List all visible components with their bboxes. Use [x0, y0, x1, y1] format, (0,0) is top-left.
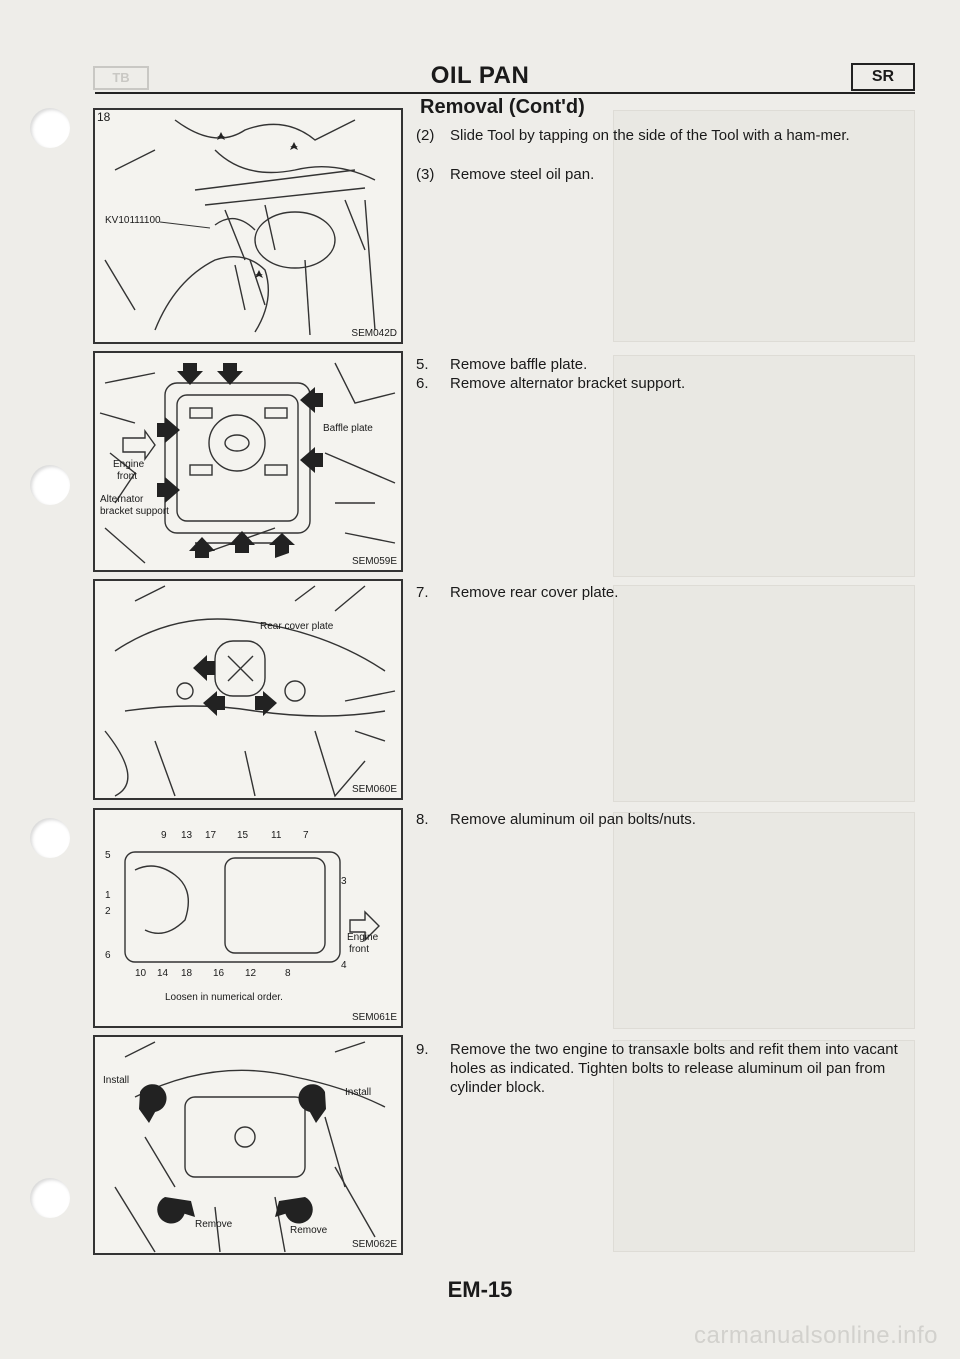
bolt-number: 14	[157, 968, 169, 979]
step-item	[416, 583, 916, 602]
bolt-number: 1	[105, 890, 111, 901]
bolt-number: 17	[205, 830, 217, 841]
bleed-through-panel	[613, 812, 915, 1029]
step-text: Remove aluminum oil pan bolts/nuts.	[450, 811, 696, 828]
step-number: 6.	[416, 375, 429, 392]
figure-code: SEM042D	[351, 328, 397, 339]
step-item	[416, 355, 916, 374]
page-number: EM-15	[447, 1277, 513, 1302]
step-text: Remove rear cover plate.	[450, 584, 619, 601]
step-item	[416, 810, 916, 829]
page-title: OIL PAN	[430, 62, 530, 89]
step-text: Slide Tool by tapping on the side of the Tool with a ham-mer.	[450, 127, 850, 144]
bolt-number: 13	[181, 830, 193, 841]
install-label-left: Install	[103, 1075, 130, 1086]
step-item	[416, 374, 916, 393]
loosen-order-note: Loosen in numerical order.	[165, 992, 283, 1003]
bracket-support-label: bracket support	[100, 506, 169, 517]
alternator-label: Alternator	[100, 494, 144, 505]
remove-label-left: Remove	[195, 1219, 233, 1230]
remove-label-right: Remove	[290, 1225, 328, 1236]
bolt-number: 3	[341, 876, 347, 887]
binder-hole	[30, 108, 70, 148]
binder-hole	[30, 465, 70, 505]
section-title: Removal (Cont'd)	[420, 96, 585, 118]
header-divider	[95, 92, 915, 94]
watermark: carmanualsonline.info	[694, 1322, 938, 1349]
bolt-number: 10	[135, 968, 147, 979]
install-remove-illustration	[95, 1037, 401, 1253]
step-text: Remove steel oil pan.	[450, 166, 595, 183]
bolt-number: 2	[105, 906, 111, 917]
figure-bolt-order	[93, 808, 403, 1028]
step-number: 8.	[416, 811, 429, 828]
section-badge-left: TB	[93, 66, 149, 90]
bolt-number: 4	[341, 960, 347, 971]
step-number: 5.	[416, 356, 429, 373]
step-item	[416, 126, 916, 145]
binder-hole	[30, 1178, 70, 1218]
baffle-plate-label: Baffle plate	[323, 423, 373, 434]
step-text: Remove alternator bracket support.	[450, 375, 686, 392]
figure-tool-tapping	[93, 108, 403, 344]
figure-code: SEM059E	[351, 556, 397, 567]
step-item	[416, 1040, 916, 1097]
step-text: Remove baffle plate.	[450, 356, 588, 373]
bolt-number: 6	[105, 950, 111, 961]
bolt-number: 16	[213, 968, 225, 979]
tool-number-label: KV10111100	[105, 215, 161, 226]
figure-baffle-plate	[93, 351, 403, 572]
bolt-number: 7	[303, 830, 309, 841]
step-number: 9.	[416, 1041, 429, 1058]
rear-cover-plate-illustration	[95, 581, 401, 798]
binder-hole	[30, 818, 70, 858]
engine-label: Engine	[113, 459, 145, 470]
bolt-number: 11	[271, 830, 282, 841]
bolt-number: 12	[245, 968, 257, 979]
step-number: 7.	[416, 584, 429, 601]
rear-cover-plate-label: Rear cover plate	[260, 621, 334, 632]
front-label: front	[349, 944, 370, 955]
tool-tapping-illustration	[95, 110, 401, 342]
step-number: (3)	[416, 166, 435, 183]
figure-rear-cover-plate	[93, 579, 403, 800]
bleed-through-panel	[613, 585, 915, 802]
figure-code: SEM060E	[351, 784, 397, 795]
step-text: Remove the two engine to transaxle bolts and refit them into vacant holes as indicated. Tighten bolts to release aluminum oil pan from cylinder block.	[450, 1041, 898, 1096]
bolt-number: 5	[105, 850, 111, 861]
figure-install-remove	[93, 1035, 403, 1255]
install-label-right: Install	[345, 1087, 372, 1098]
figure-code: SEM062E	[351, 1239, 397, 1250]
bolt-number: 8	[285, 968, 291, 979]
front-label: front	[117, 471, 138, 482]
engine-label: Engine	[347, 932, 379, 943]
bolt-number: 15	[237, 830, 249, 841]
engine-code-badge: SR	[851, 63, 915, 91]
bolt-number: 9	[161, 830, 167, 841]
figure-code: SEM061E	[351, 1012, 397, 1023]
bolt-number: 18	[181, 968, 193, 979]
step-item	[416, 165, 916, 184]
figure-corner-number: 18	[97, 110, 111, 124]
step-number: (2)	[416, 127, 435, 144]
